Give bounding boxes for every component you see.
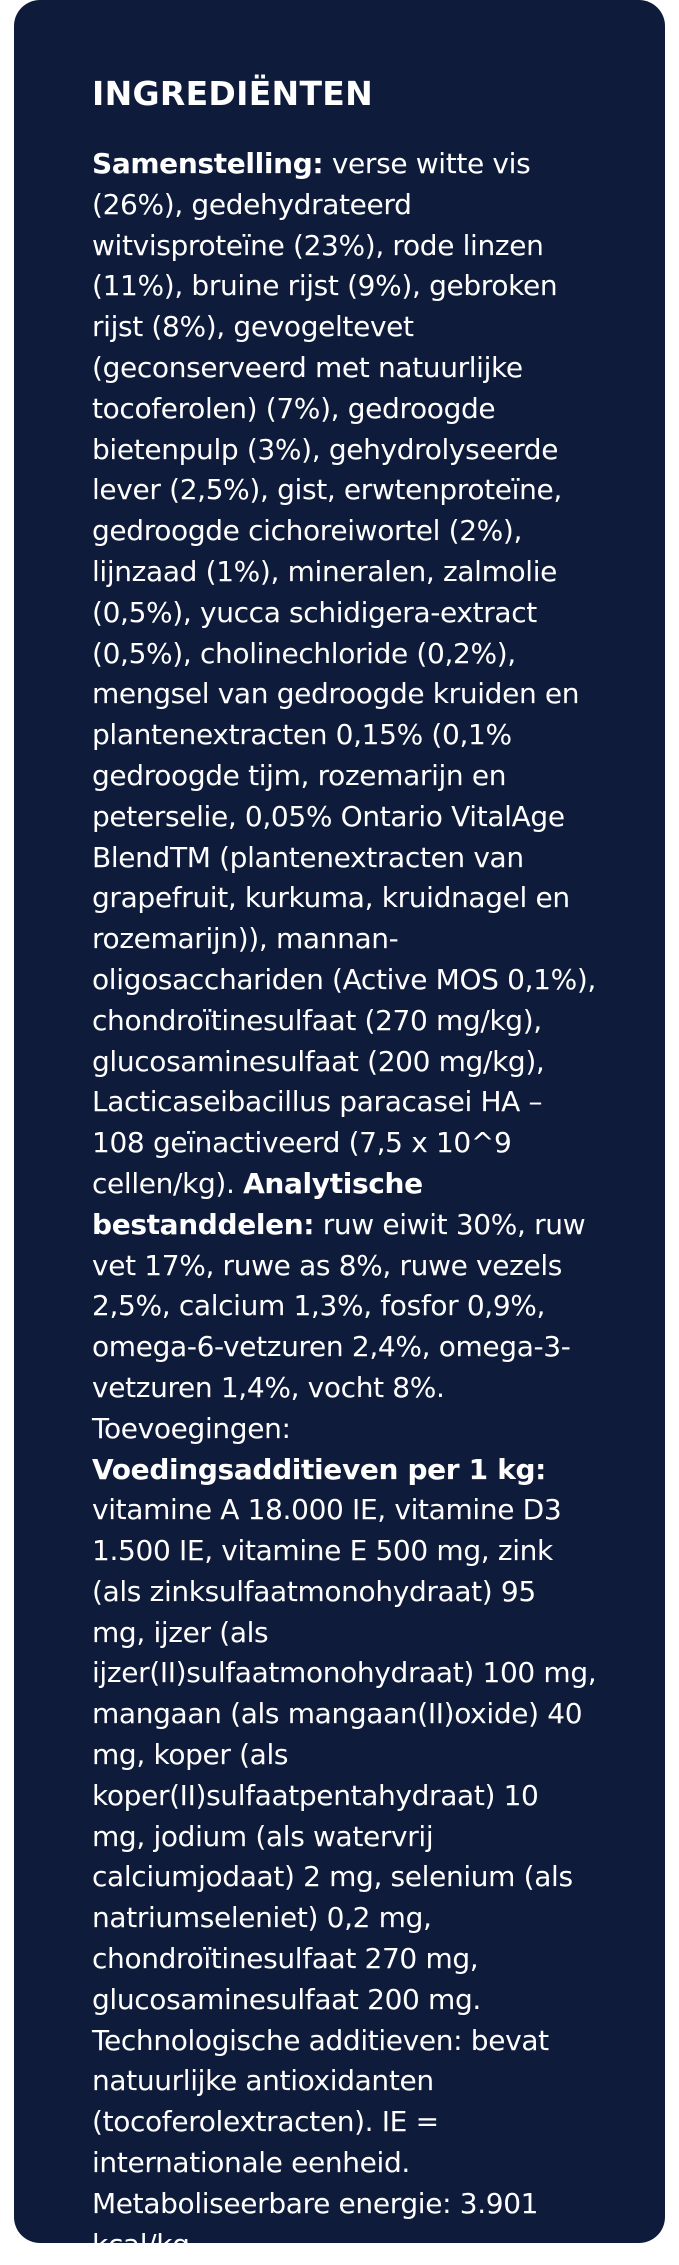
composition-text: verse witte vis (26%), gedehydrateerd witvisproteïne (23%), rode linzen (11%), bruine rijst (9%), gebroken rijst (8%), gevogeltevet (geconserveerd met natuurlijke tocoferolen) (7%), gedroogde bietenpulp (3%), gehydrolyseerde lever (2,5%), gist, erwtenproteïne, gedroogde cichoreiwortel (2%), lijnzaad (1%), mineralen, zalmolie (0,5%), yucca schidigera-extract (0,5%), cholinechloride (0,2%), mengsel van gedroogde kruiden en plantenextracten 0,15% (0,1% gedroogde tijm, rozemarijn en peterselie, 0,05% Ontario VitalAge BlendTM (plantenextracten van grapefruit, kurkuma, kruidnagel en rozemarijn)), mannan-oligosacchariden (Active MOS 0,1%), chondroïtinesulfaat (270 mg/kg), glucosaminesulfaat (200 mg/kg), Lacticaseibacillus paracasei HA – 108 geïnactiveerd (7,5 x 10^9 cellen/kg).	[92, 147, 596, 1200]
composition-label: Samenstelling:	[92, 147, 324, 180]
ingredients-title: INGREDIËNTEN	[92, 74, 374, 113]
analytical-text: ruw eiwit 30%, ruw vet 17%, ruwe as 8%, ruwe vezels 2,5%, calcium 1,3%, fosfor 0,9%, omega-6-vetzuren 2,4%, omega-3-vetzuren 1,4%, vocht 8%. Toevoegingen:	[92, 1207, 586, 1445]
analytical-label: Analytische bestanddelen:	[92, 1166, 423, 1241]
ingredients-body	[92, 144, 597, 2265]
additives-label: Voedingsadditieven per 1 kg:	[92, 1452, 547, 1486]
additives-text: vitamine A 18.000 IE, vitamine D3 1.500 IE, vitamine E 500 mg, zink (als zinksulfaatmonohydraat) 95 mg, ijzer (als ijzer(II)sulfaatmonohydraat) 100 mg, mangaan (als mangaan(II)oxide) 40 mg, koper (als koper(II)sulfaatpentahydraat) 10 mg, jodium (als watervrij calciumjodaat) 2 mg, selenium (als natriumseleniet) 0,2 mg, chondroïtinesulfaat 270 mg, glucosaminesulfaat 200 mg. Technologische additieven: bevat natuurlijke antioxidanten (tocoferolextracten). IE = internationale eenheid. Metaboliseerbare energie: 3.901 kcal/kg.	[92, 1493, 597, 2261]
ingredients-card	[14, 0, 665, 2261]
